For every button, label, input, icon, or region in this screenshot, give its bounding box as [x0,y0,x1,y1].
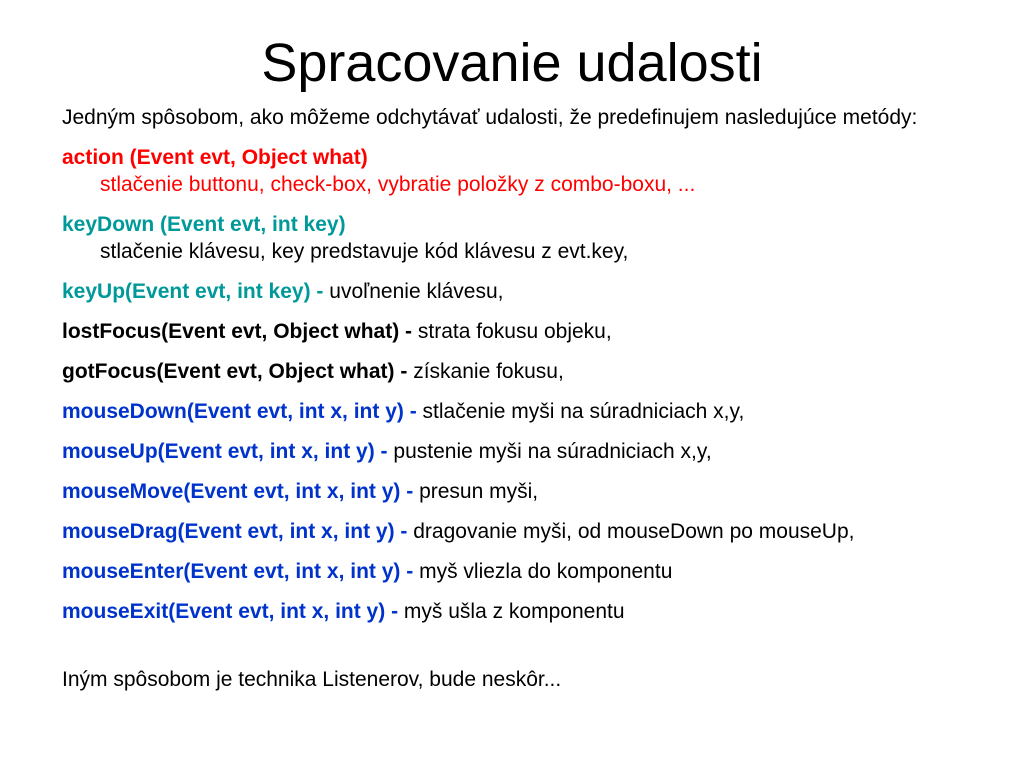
method-signature: mouseUp(Event evt, int x, int y) - [62,440,388,463]
method-signature: mouseExit(Event evt, int x, int y) - [62,600,399,623]
method-item [62,318,962,345]
method-description: stlačenie buttonu, check-box, vybratie položky z combo-boxu, ... [100,173,696,196]
spacer [62,638,962,666]
method-signature: mouseMove(Event evt, int x, int y) - [62,480,414,503]
method-signature: lostFocus(Event evt, Object what) - [62,320,413,343]
method-signature: keyUp(Event evt, int key) - [62,280,324,303]
slide-title: Spracovanie udalosti [261,33,763,93]
intro-text: Jedným spôsobom, ako môžeme odchytávať udalosti, že predefinujem nasledujúce metódy: [62,106,918,129]
method-item [62,478,962,505]
intro-paragraph [62,104,962,131]
method-description: pustenie myši na súradniciach x,y, [393,440,712,463]
method-description: presun myši, [419,480,539,503]
method-signature: keyDown (Event evt, int key) [62,213,346,236]
method-description: myš ušla z komponentu [403,600,625,623]
method-description: strata fokusu objeku, [417,320,612,343]
method-signature: mouseDown(Event evt, int x, int y) - [62,400,417,423]
method-item [62,438,962,465]
method-signature: gotFocus(Event evt, Object what) - [62,360,408,383]
method-list [62,144,962,625]
method-signature: action (Event evt, Object what) [62,146,368,169]
method-item [62,358,962,385]
outro-paragraph [62,666,962,693]
method-item [62,598,962,625]
outro-text: Iným spôsobom je technika Listenerov, bude neskôr... [62,668,562,691]
method-signature: mouseDrag(Event evt, int x, int y) - [62,520,408,543]
method-description: stlačenie klávesu, key predstavuje kód klávesu z evt.key, [100,240,629,263]
method-item [62,278,962,305]
method-item [62,398,962,425]
slide-body [62,104,962,706]
method-description: stlačenie myši na súradniciach x,y, [422,400,745,423]
method-description: myš vliezla do komponentu [419,560,673,583]
method-item [62,558,962,585]
method-description: uvoľnenie klávesu, [329,280,504,303]
method-item [62,144,962,198]
method-signature: mouseEnter(Event evt, int x, int y) - [62,560,414,583]
method-description: dragovanie myši, od mouseDown po mouseUp, [413,520,855,543]
method-item [62,518,962,545]
method-item [62,211,962,265]
method-description: získanie fokusu, [413,360,564,383]
